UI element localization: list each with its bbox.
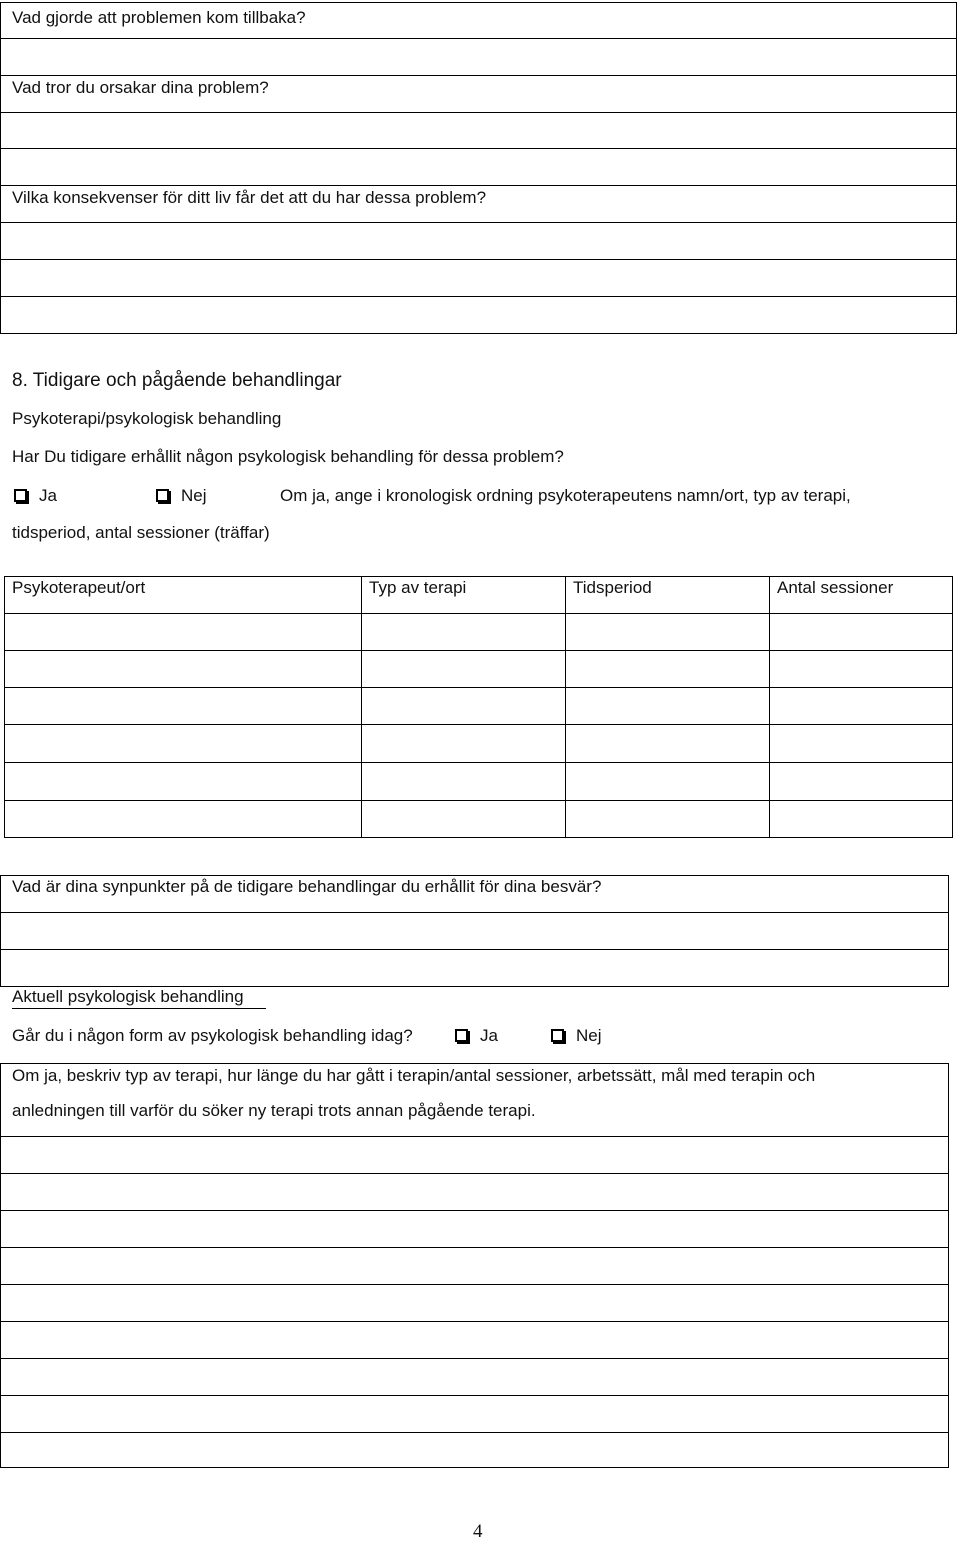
heading-underline [12, 1008, 266, 1009]
answer-line[interactable] [0, 1432, 949, 1433]
describe-text-cont: anledningen till varför du söker ny terapi trots annan pågående terapi. [12, 1101, 536, 1120]
no-label: Nej [576, 1026, 602, 1045]
question-relapse: Vad gjorde att problemen kom tillbaka? [12, 8, 306, 27]
checkbox-icon[interactable] [14, 489, 27, 502]
top-questions-box [0, 2, 957, 334]
answer-line[interactable] [0, 1321, 949, 1322]
current-no-option[interactable] [551, 1026, 602, 1046]
answer-line[interactable] [0, 1247, 949, 1248]
table-row-line [4, 613, 953, 614]
previous-yes-option[interactable] [14, 486, 57, 506]
question-consequences: Vilka konsekvenser för ditt liv får det att du har dessa problem? [12, 188, 487, 207]
answer-line[interactable] [0, 222, 957, 223]
table-header-sessions: Antal sessioner [777, 578, 894, 597]
column-divider [769, 576, 770, 838]
table-header-therapist: Psykoterapeut/ort [12, 578, 146, 597]
column-divider [565, 576, 566, 838]
section-subheading: Psykoterapi/psykologisk behandling [12, 409, 282, 428]
previous-no-option[interactable] [156, 486, 207, 506]
answer-line[interactable] [0, 949, 949, 950]
divider [0, 38, 957, 39]
yes-label: Ja [480, 1026, 498, 1045]
question-cause: Vad tror du orsakar dina problem? [12, 78, 269, 97]
previous-treatment-question: Har Du tidigare erhållit någon psykologisk behandling för dessa problem? [12, 447, 564, 466]
current-treatment-heading: Aktuell psykologisk behandling [12, 987, 244, 1006]
answer-line[interactable] [0, 1358, 949, 1359]
checkbox-icon[interactable] [551, 1029, 564, 1042]
therapy-table [4, 576, 953, 838]
table-row-line [4, 650, 953, 651]
yes-label: Ja [39, 486, 57, 505]
table-header-therapy-type: Typ av terapi [369, 578, 467, 597]
current-yes-option[interactable] [455, 1026, 498, 1046]
answer-line[interactable] [0, 1173, 949, 1174]
answer-line[interactable] [0, 75, 957, 76]
table-row-line [4, 762, 953, 763]
table-row-line [4, 724, 953, 725]
checkbox-icon[interactable] [156, 489, 169, 502]
current-treatment-question: Går du i någon form av psykologisk behandling idag? [12, 1026, 413, 1045]
answer-line[interactable] [0, 296, 957, 297]
divider [0, 112, 957, 113]
answer-line[interactable] [0, 148, 957, 149]
column-divider [361, 576, 362, 838]
table-row-line [4, 687, 953, 688]
divider [0, 1136, 949, 1137]
divider [0, 912, 949, 913]
answer-line[interactable] [0, 259, 957, 260]
no-label: Nej [181, 486, 207, 505]
page-number: 4 [473, 1521, 483, 1542]
table-header-period: Tidsperiod [573, 578, 652, 597]
answer-line[interactable] [0, 1210, 949, 1211]
describe-text: Om ja, beskriv typ av terapi, hur länge du har gått i terapin/antal sessioner, arbetssätt, mål med terapin och [12, 1066, 816, 1085]
divider [0, 185, 957, 186]
answer-line[interactable] [0, 1395, 949, 1396]
answer-line[interactable] [0, 1284, 949, 1285]
section-heading: 8. Tidigare och pågående behandlingar [12, 370, 342, 391]
instruction-text-cont: tidsperiod, antal sessioner (träffar) [12, 523, 270, 542]
describe-box [0, 1063, 949, 1468]
views-question: Vad är dina synpunkter på de tidigare behandlingar du erhållit för dina besvär? [12, 877, 602, 896]
instruction-text: Om ja, ange i kronologisk ordning psykoterapeutens namn/ort, typ av terapi, [280, 486, 851, 505]
table-row-line [4, 800, 953, 801]
checkbox-icon[interactable] [455, 1029, 468, 1042]
